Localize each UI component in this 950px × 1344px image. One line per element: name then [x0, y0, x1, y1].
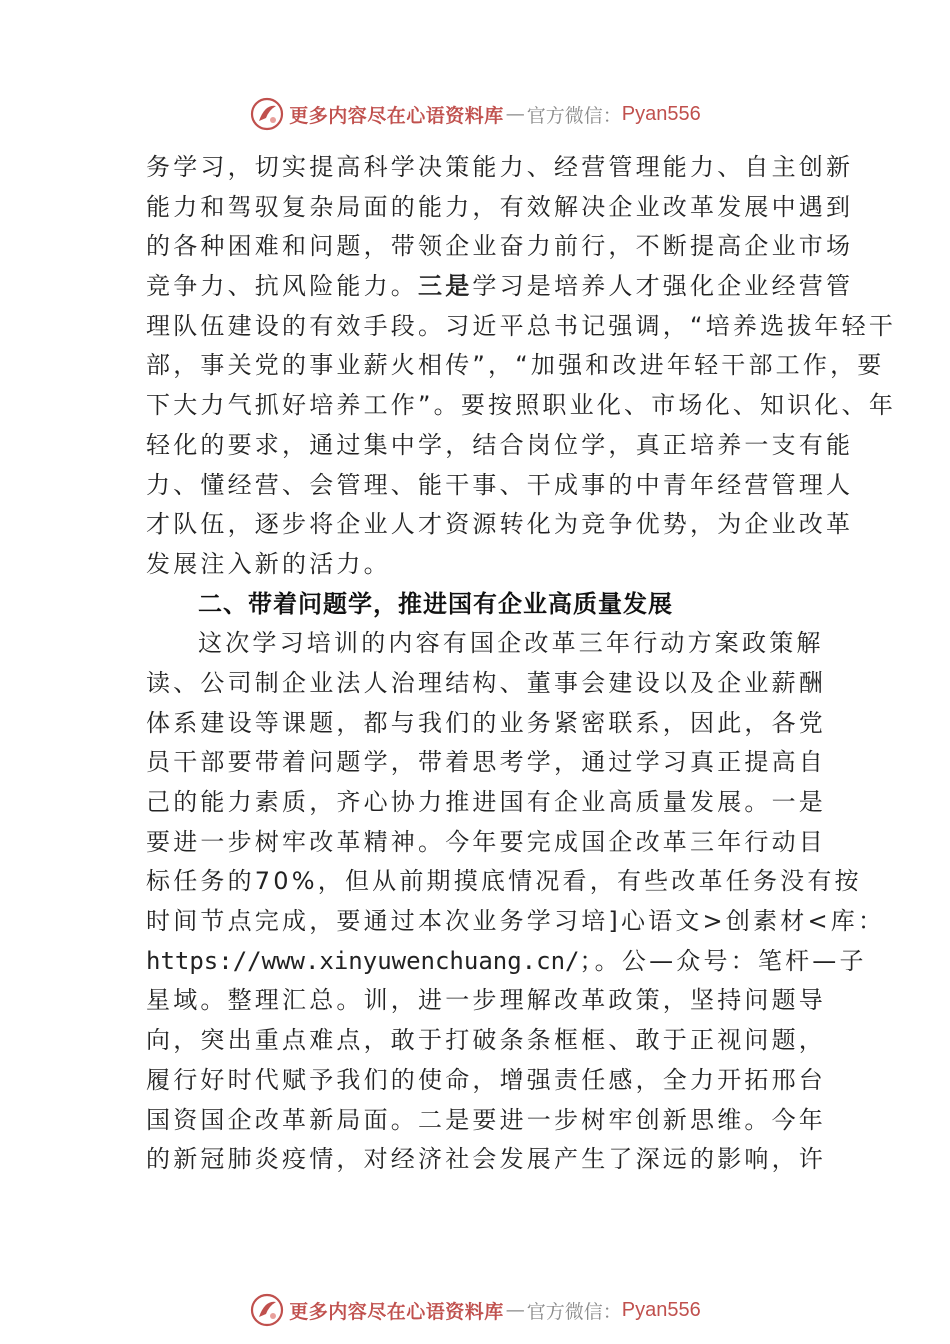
- text-line: [146, 267, 854, 307]
- text-segment: 竞争力、抗风险能力。: [146, 272, 418, 301]
- text-line: 向，突出重点难点，敢于打破条条框框、敢于正视问题，: [146, 1026, 826, 1055]
- banner-separator: —: [505, 1299, 525, 1321]
- text-line: 星域。整理汇总。训，进一步理解改革政策，坚持问题导: [146, 986, 826, 1015]
- text-line: 理队伍建设的有效手段。习近平总书记强调，“培养选拔年轻干: [146, 311, 897, 340]
- text-line: 轻化的要求，通过集中学，结合岗位学，真正培养一支有能: [146, 430, 854, 459]
- text-line: 的新冠肺炎疫情，对经济社会发展产生了深远的影响，许: [146, 1145, 826, 1174]
- text-segment: ；。公—众号：笔杆—子: [579, 946, 867, 975]
- header-banner: [0, 94, 950, 134]
- banner-wechat-id: Pyan556: [621, 1298, 701, 1321]
- text-line: 的各种困难和问题，带领企业奋力前行，不断提高企业市场: [146, 232, 854, 261]
- text-line: 时间节点完成，要通过本次业务学习培]心语文>创素材<库：: [146, 907, 886, 936]
- text-line: 员干部要带着问题学，带着思考学，通过学习真正提高自: [146, 748, 826, 777]
- banner-wechat-label: 官方微信：: [526, 104, 622, 127]
- banner-wechat-id: Pyan556: [621, 102, 701, 125]
- footer-banner: [0, 1290, 950, 1330]
- text-line: 己的能力素质，齐心协力推进国有企业高质量发展。一是: [146, 788, 826, 816]
- text-line: 标任务的70%，但从前期摸底情况看，有些改革任务没有按: [146, 867, 862, 896]
- text-line: 这次学习培训的内容有国企改革三年行动方案政策解: [198, 629, 824, 658]
- section-heading: 二、带着问题学，推进国有企业高质量发展: [198, 589, 673, 618]
- banner-main-text: 更多内容尽在心语资料库: [289, 1300, 504, 1323]
- text-line: 履行好时代赋予我们的使命，增强责任感，全力开拓邢台: [146, 1065, 826, 1094]
- text-line: 下大力气抓好培养工作”。要按照职业化、市场化、知识化、年: [146, 391, 897, 420]
- body-text: [146, 148, 897, 1180]
- text-line: 要进一步树牢改革精神。今年要完成国企改革三年行动目: [146, 827, 826, 856]
- text-line: 体系建设等课题，都与我们的业务紧密联系，因此，各党: [146, 708, 826, 737]
- text-line: [146, 942, 867, 982]
- emphasis-san-shi: 三是: [418, 272, 473, 301]
- text-line: 读、公司制企业法人治理结构、董事会建设以及企业薪酬: [146, 668, 826, 697]
- url-text: https://www.xinyuwenchuang.cn/: [146, 946, 580, 975]
- banner-wechat-label: 官方微信：: [526, 1300, 622, 1323]
- text-line: 发展注入新的活力。: [146, 549, 391, 578]
- xinyu-logo-icon: [249, 96, 285, 132]
- text-line: 务学习，切实提高科学决策能力、经营管理能力、自主创新: [146, 153, 854, 181]
- text-line: 力、懂经营、会管理、能干事、干成事的中青年经营管理人: [146, 470, 854, 499]
- text-line: 才队伍，逐步将企业人才资源转化为竞争优势，为企业改革: [146, 510, 854, 539]
- xinyu-logo-icon: [249, 1292, 285, 1328]
- text-line: 国资国企改革新局面。二是要进一步树牢创新思维。今年: [146, 1105, 826, 1134]
- banner-separator: —: [505, 103, 525, 125]
- text-line: 能力和驾驭复杂局面的能力，有效解决企业改革发展中遇到: [146, 192, 854, 221]
- banner-main-text: 更多内容尽在心语资料库: [289, 104, 504, 127]
- text-segment: 学习是培养人才强化企业经营管: [472, 272, 854, 301]
- text-line: 部，事关党的事业薪火相传”，“加强和改进年轻干部工作，要: [146, 351, 885, 380]
